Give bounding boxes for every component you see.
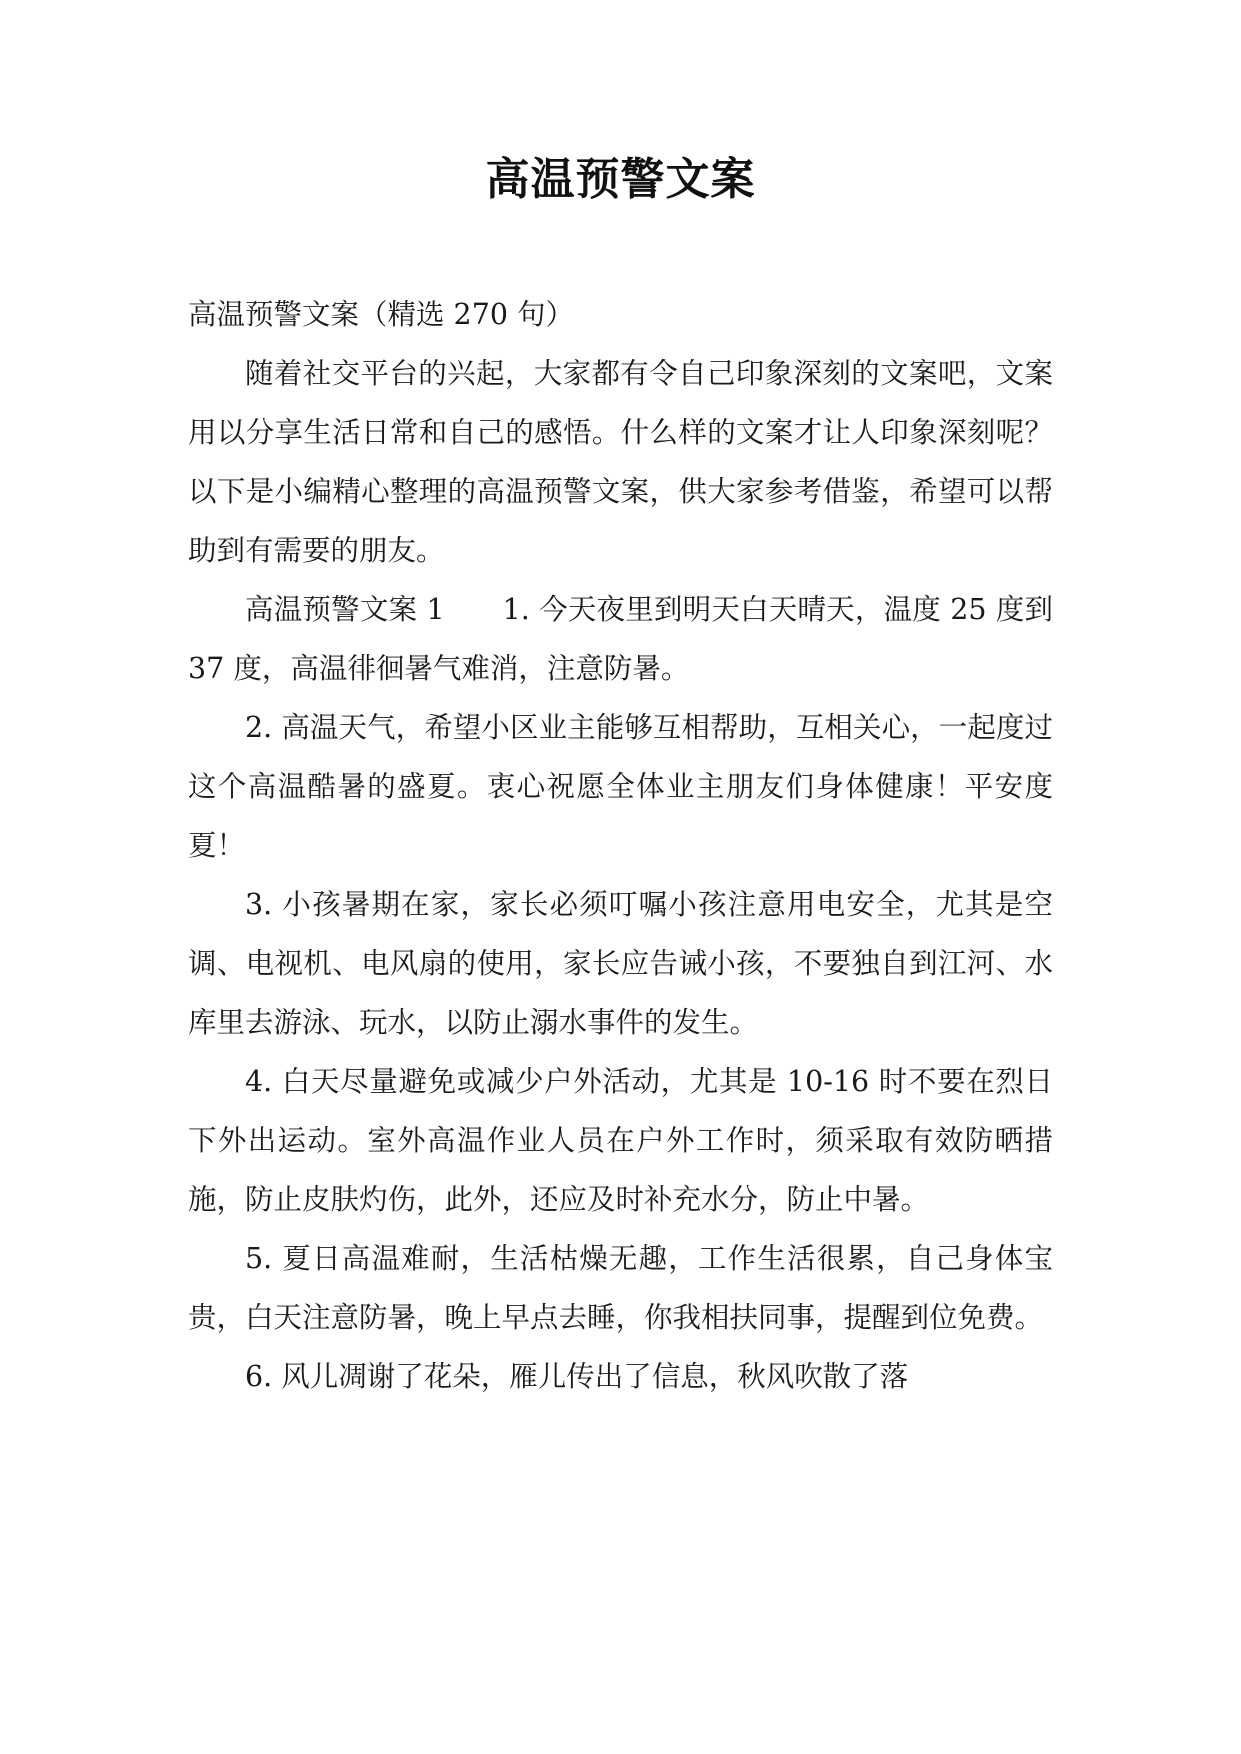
subtitle-line: 高温预警文案（精选 270 句） bbox=[188, 298, 575, 331]
item-text: 1. 今天夜里到明天白天晴天，温度 25 度到 37 度，高温徘徊暑气难消，注意防暑。 bbox=[188, 593, 1053, 685]
paragraph-item-2: 2. 高温天气，希望小区业主能够互相帮助，互相关心，一起度过这个高温酷暑的盛夏。衷心祝愿全体业主朋友们身体健康！平安度夏！ bbox=[188, 711, 1053, 862]
paragraph-item-4: 4. 白天尽量避免或减少户外活动，尤其是 10-16 时不要在烈日下外出运动。室外高温作业人员在户外工作时，须采取有效防晒措施，防止皮肤灼伤，此外，还应及时补充水分，防止中暑。 bbox=[188, 1065, 1053, 1216]
paragraph-item-3: 3. 小孩暑期在家，家长必须叮嘱小孩注意用电安全，尤其是空调、电视机、电风扇的使用，家长应告诫小孩，不要独自到江河、水库里去游泳、玩水，以防止溺水事件的发生。 bbox=[188, 888, 1053, 1039]
intro-paragraph: 随着社交平台的兴起，大家都有令自己印象深刻的文案吧，文案用以分享生活日常和自己的感悟。什么样的文案才让人印象深刻呢？以下是小编精心整理的高温预警文案，供大家参考借鉴，希望可以帮助到有需要的朋友。 bbox=[188, 357, 1053, 567]
section-heading: 高温预警文案 1 bbox=[245, 593, 445, 626]
paragraph-item-1 bbox=[188, 580, 1053, 698]
page-title: 高温预警文案 bbox=[485, 154, 756, 205]
document-body bbox=[188, 285, 1053, 1406]
paragraph-item-6: 6. 风儿凋谢了花朵，雁儿传出了信息，秋风吹散了落 bbox=[245, 1360, 909, 1393]
paragraph-item-5: 5. 夏日高温难耐，生活枯燥无趣，工作生活很累，自己身体宝贵，白天注意防暑，晚上早点去睡，你我相扶同事，提醒到位免费。 bbox=[188, 1242, 1053, 1334]
